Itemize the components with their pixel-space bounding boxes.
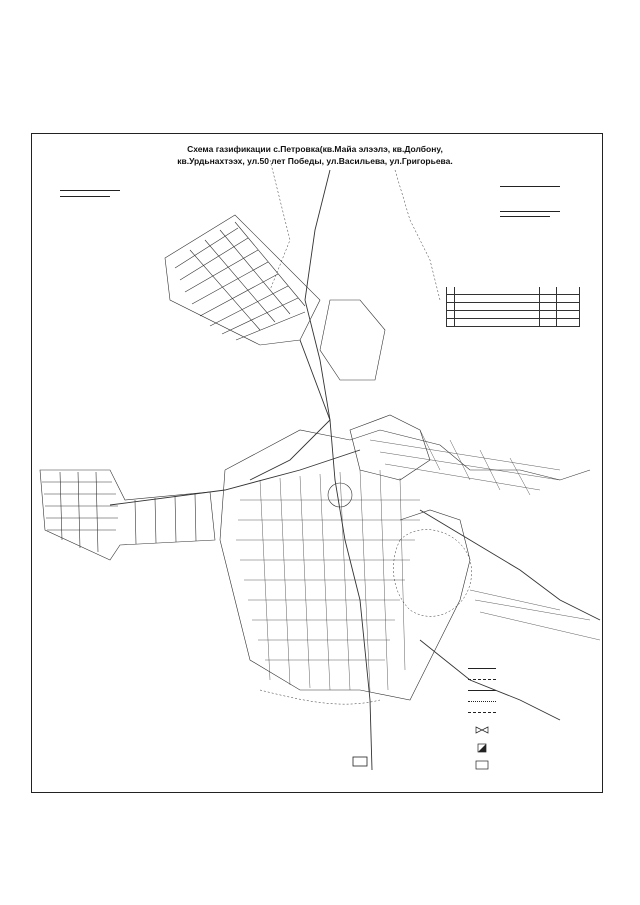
west-field-grid [40, 470, 215, 560]
terrain-contours [260, 160, 472, 704]
street-grid [236, 430, 600, 692]
north-field-grid [165, 215, 320, 345]
pond-feature [328, 483, 352, 507]
map-title-line1: Схема газификации с.Петровка(кв.Майа элээлэ, кв.Долбону, [187, 144, 443, 154]
main-roads [110, 170, 600, 770]
map-title-line2: кв.Урдьнахтээх, ул.50 лет Победы, ул.Васильева, ул.Григорьева. [177, 156, 453, 166]
gas-node-box [353, 757, 367, 766]
